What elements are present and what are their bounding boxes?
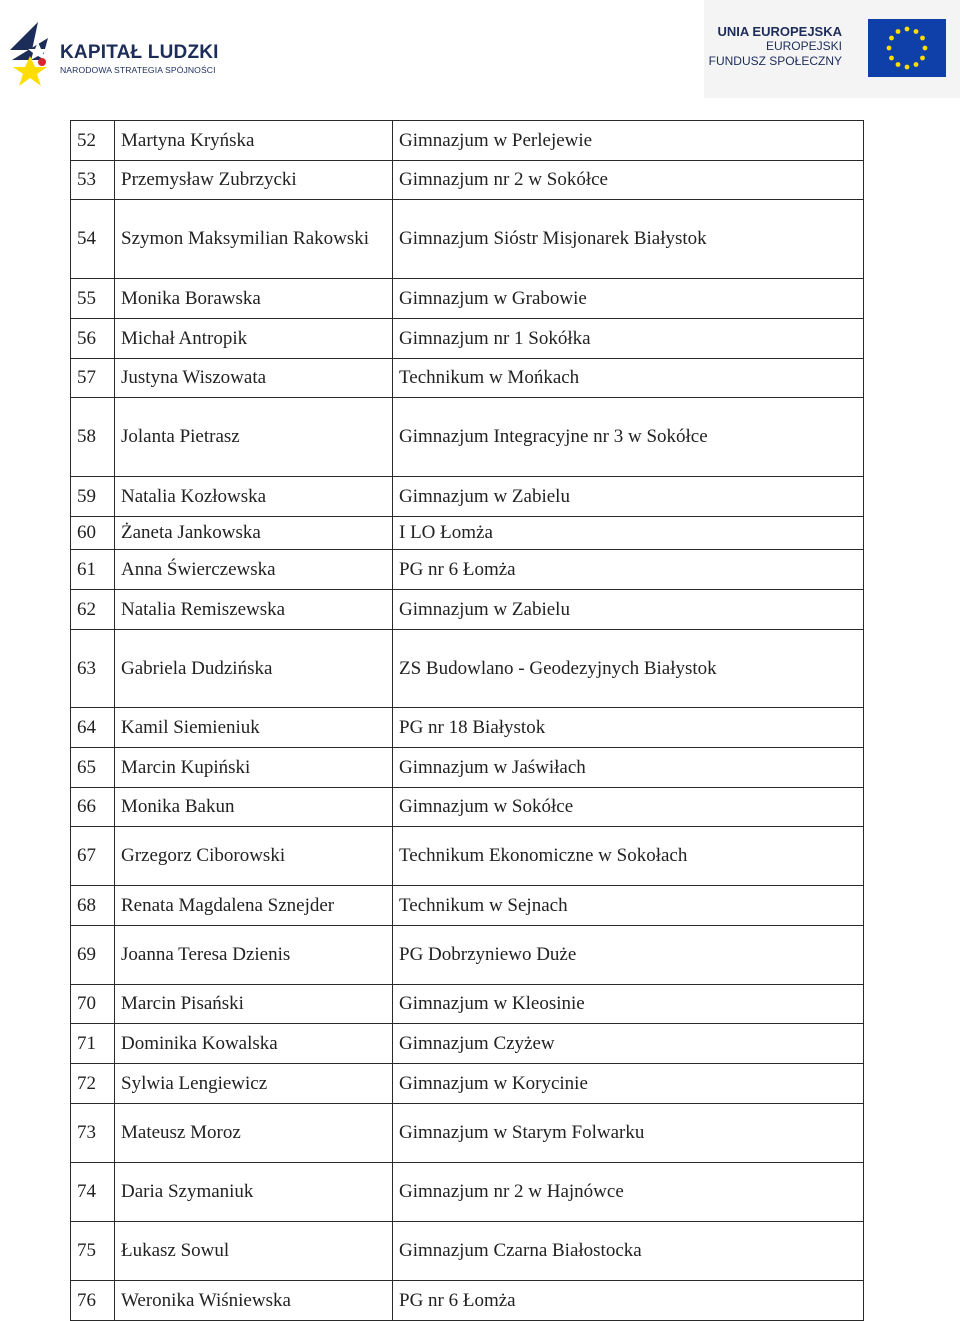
school-name: PG Dobrzyniewo Duże xyxy=(393,926,864,985)
row-number: 54 xyxy=(71,200,115,279)
eu-line-1: UNIA EUROPEJSKA xyxy=(717,24,842,39)
participant-name: Grzegorz Ciborowski xyxy=(115,827,393,886)
table-row xyxy=(71,748,864,788)
table-row xyxy=(71,788,864,827)
school-name: Gimnazjum nr 1 Sokółka xyxy=(393,319,864,359)
participant-name: Monika Bakun xyxy=(115,788,393,827)
row-number: 58 xyxy=(71,398,115,477)
table-row xyxy=(71,886,864,926)
row-number: 67 xyxy=(71,827,115,886)
school-name: Gimnazjum w Korycinie xyxy=(393,1064,864,1104)
participant-name: Weronika Wiśniewska xyxy=(115,1281,393,1321)
participant-name: Daria Szymaniuk xyxy=(115,1163,393,1222)
table-row xyxy=(71,477,864,517)
row-number: 61 xyxy=(71,550,115,590)
participant-name: Szymon Maksymilian Rakowski xyxy=(115,200,393,279)
participant-name: Żaneta Jankowska xyxy=(115,517,393,550)
participant-name: Jolanta Pietrasz xyxy=(115,398,393,477)
participant-name: Monika Borawska xyxy=(115,279,393,319)
row-number: 64 xyxy=(71,708,115,748)
participant-name: Łukasz Sowul xyxy=(115,1222,393,1281)
school-name: PG nr 6 Łomża xyxy=(393,550,864,590)
row-number: 72 xyxy=(71,1064,115,1104)
table-row xyxy=(71,121,864,161)
row-number: 60 xyxy=(71,517,115,550)
school-name: Gimnazjum w Jaświłach xyxy=(393,748,864,788)
row-number: 70 xyxy=(71,985,115,1024)
row-number: 55 xyxy=(71,279,115,319)
participant-name: Renata Magdalena Sznejder xyxy=(115,886,393,926)
table-row xyxy=(71,161,864,200)
participant-name: Marcin Pisański xyxy=(115,985,393,1024)
participant-name: Joanna Teresa Dzienis xyxy=(115,926,393,985)
school-name: Technikum w Mońkach xyxy=(393,359,864,398)
table-row xyxy=(71,359,864,398)
row-number: 66 xyxy=(71,788,115,827)
table-row xyxy=(71,1024,864,1064)
kapital-ludzki-star-logo-icon xyxy=(8,20,56,90)
row-number: 65 xyxy=(71,748,115,788)
school-name: Gimnazjum w Grabowie xyxy=(393,279,864,319)
row-number: 71 xyxy=(71,1024,115,1064)
row-number: 75 xyxy=(71,1222,115,1281)
table-row xyxy=(71,1163,864,1222)
table-row xyxy=(71,708,864,748)
participant-name: Dominika Kowalska xyxy=(115,1024,393,1064)
eu-logo xyxy=(704,0,960,98)
participant-name: Martyna Kryńska xyxy=(115,121,393,161)
table-row xyxy=(71,279,864,319)
school-name: Gimnazjum w Kleosinie xyxy=(393,985,864,1024)
row-number: 68 xyxy=(71,886,115,926)
table-row xyxy=(71,630,864,708)
participant-name: Anna Świerczewska xyxy=(115,550,393,590)
kapital-ludzki-title: KAPITAŁ LUDZKI xyxy=(60,42,219,63)
participant-name: Mateusz Moroz xyxy=(115,1104,393,1163)
school-name: ZS Budowlano - Geodezyjnych Białystok xyxy=(393,630,864,708)
table-row xyxy=(71,1104,864,1163)
table-row xyxy=(71,517,864,550)
school-name: PG nr 18 Białystok xyxy=(393,708,864,748)
row-number: 57 xyxy=(71,359,115,398)
eu-line-2: EUROPEJSKI xyxy=(765,39,842,53)
school-name: Gimnazjum Sióstr Misjonarek Białystok xyxy=(393,200,864,279)
school-name: I LO Łomża xyxy=(393,517,864,550)
table-row xyxy=(71,827,864,886)
kapital-ludzki-logo xyxy=(8,20,218,90)
school-name: Gimnazjum nr 2 w Hajnówce xyxy=(393,1163,864,1222)
participant-name: Justyna Wiszowata xyxy=(115,359,393,398)
row-number: 74 xyxy=(71,1163,115,1222)
school-name: PG nr 6 Łomża xyxy=(393,1281,864,1321)
participants-table-body xyxy=(71,121,864,1321)
participant-name: Natalia Remiszewska xyxy=(115,590,393,630)
participant-name: Michał Antropik xyxy=(115,319,393,359)
participant-name: Gabriela Dudzińska xyxy=(115,630,393,708)
eu-flag-icon xyxy=(868,19,946,77)
school-name: Gimnazjum w Starym Folwarku xyxy=(393,1104,864,1163)
row-number: 69 xyxy=(71,926,115,985)
row-number: 63 xyxy=(71,630,115,708)
eu-logo-text xyxy=(709,24,842,69)
row-number: 56 xyxy=(71,319,115,359)
row-number: 52 xyxy=(71,121,115,161)
school-name: Gimnazjum w Perlejewie xyxy=(393,121,864,161)
participant-name: Marcin Kupiński xyxy=(115,748,393,788)
school-name: Gimnazjum nr 2 w Sokółce xyxy=(393,161,864,200)
table-row xyxy=(71,398,864,477)
participants-table xyxy=(70,120,864,1321)
table-row xyxy=(71,200,864,279)
table-row xyxy=(71,1222,864,1281)
participant-name: Sylwia Lengiewicz xyxy=(115,1064,393,1104)
participant-name: Kamil Siemieniuk xyxy=(115,708,393,748)
school-name: Gimnazjum Czarna Białostocka xyxy=(393,1222,864,1281)
school-name: Gimnazjum Czyżew xyxy=(393,1024,864,1064)
row-number: 73 xyxy=(71,1104,115,1163)
school-name: Gimnazjum w Zabielu xyxy=(393,477,864,517)
table-row xyxy=(71,985,864,1024)
row-number: 62 xyxy=(71,590,115,630)
kapital-ludzki-subtitle: NARODOWA STRATEGIA SPÓJNOŚCI xyxy=(60,65,216,75)
table-row xyxy=(71,1281,864,1321)
school-name: Gimnazjum w Sokółce xyxy=(393,788,864,827)
school-name: Gimnazjum w Zabielu xyxy=(393,590,864,630)
participant-name: Natalia Kozłowska xyxy=(115,477,393,517)
table-row xyxy=(71,926,864,985)
table-row xyxy=(71,1064,864,1104)
table-row xyxy=(71,319,864,359)
row-number: 53 xyxy=(71,161,115,200)
participant-name: Przemysław Zubrzycki xyxy=(115,161,393,200)
row-number: 76 xyxy=(71,1281,115,1321)
table-row xyxy=(71,590,864,630)
school-name: Technikum Ekonomiczne w Sokołach xyxy=(393,827,864,886)
eu-line-3: FUNDUSZ SPOŁECZNY xyxy=(708,54,842,68)
school-name: Gimnazjum Integracyjne nr 3 w Sokółce xyxy=(393,398,864,477)
school-name: Technikum w Sejnach xyxy=(393,886,864,926)
row-number: 59 xyxy=(71,477,115,517)
table-row xyxy=(71,550,864,590)
